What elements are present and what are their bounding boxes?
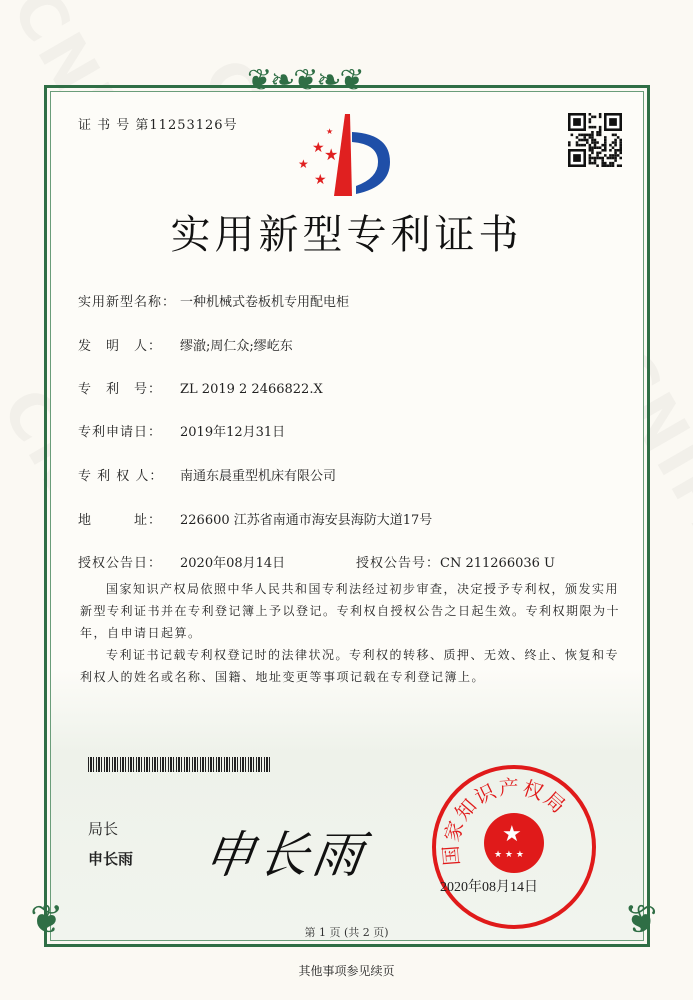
field-patentee: 专 利 权 人： 南通东晨重型机床有限公司 [78, 469, 337, 484]
corner-ornament-icon: ❦ [30, 897, 64, 943]
statement-paragraph: 国家知识产权局依照中华人民共和国专利法经过初步审查，决定授予专利权，颁发实用新型专利证书并在专利登记簿上予以登记。专利权自授权公告之日起生效。专利权期限为十年，自申请日起算。 [80, 582, 621, 640]
seal-text: 国家知识产权局 [438, 774, 572, 867]
cnipa-logo-icon [290, 112, 410, 196]
svg-text:★: ★ [314, 172, 327, 188]
field-application-date: 专利申请日： 2019年12月31日 [78, 425, 286, 440]
signatory-title: 局长 [88, 820, 119, 838]
statement-paragraph: 专利证书记载专利权登记时的法律状况。专利权的转移、质押、无效、终止、恢复和专利权人的姓名或名称、国籍、地址变更等事项记载在专利登记簿上。 [80, 648, 620, 684]
svg-text:★: ★ [502, 822, 522, 847]
svg-text:★: ★ [324, 145, 339, 164]
svg-text:★: ★ [326, 127, 334, 136]
svg-text:★: ★ [298, 157, 309, 171]
field-grant-date: 授权公告日： 2020年08月14日 [78, 556, 286, 571]
footer-note: 其他事项参见续页 [298, 964, 395, 978]
signatory-name: 申长雨 [88, 850, 134, 868]
barcode [88, 757, 272, 772]
field-address: 地 址： 226600 江苏省南通市海安县海防大道17号 [78, 513, 433, 528]
corner-ornament-icon: ❦ [624, 897, 658, 943]
field-patent-number: 专 利 号： ZL 2019 2 2466822.X [78, 382, 323, 397]
svg-text:★: ★ [312, 140, 325, 156]
page-indicator: 第 1 页 (共 2 页) [304, 926, 389, 939]
document-title: 实用新型专利证书 [170, 212, 523, 258]
certificate-number: 证 书 号 第11253126号 [78, 118, 238, 133]
field-inventors: 发 明 人： 缪澈;周仁众;缪屹东 [78, 339, 293, 354]
official-seal [432, 765, 596, 929]
field-name: 实用新型名称： 一种机械式卷板机专用配电柜 [78, 295, 350, 310]
handwritten-signature: 申长雨 [200, 826, 371, 884]
qr-code [568, 113, 622, 167]
top-ornament-icon: ❦❧❦❧❦ [247, 63, 363, 98]
seal-date: 2020年08月14日 [440, 880, 538, 895]
svg-text:★ ★ ★: ★ ★ ★ [494, 850, 524, 860]
field-announcement-number: 授权公告号：CN 211266036 U [356, 556, 555, 571]
